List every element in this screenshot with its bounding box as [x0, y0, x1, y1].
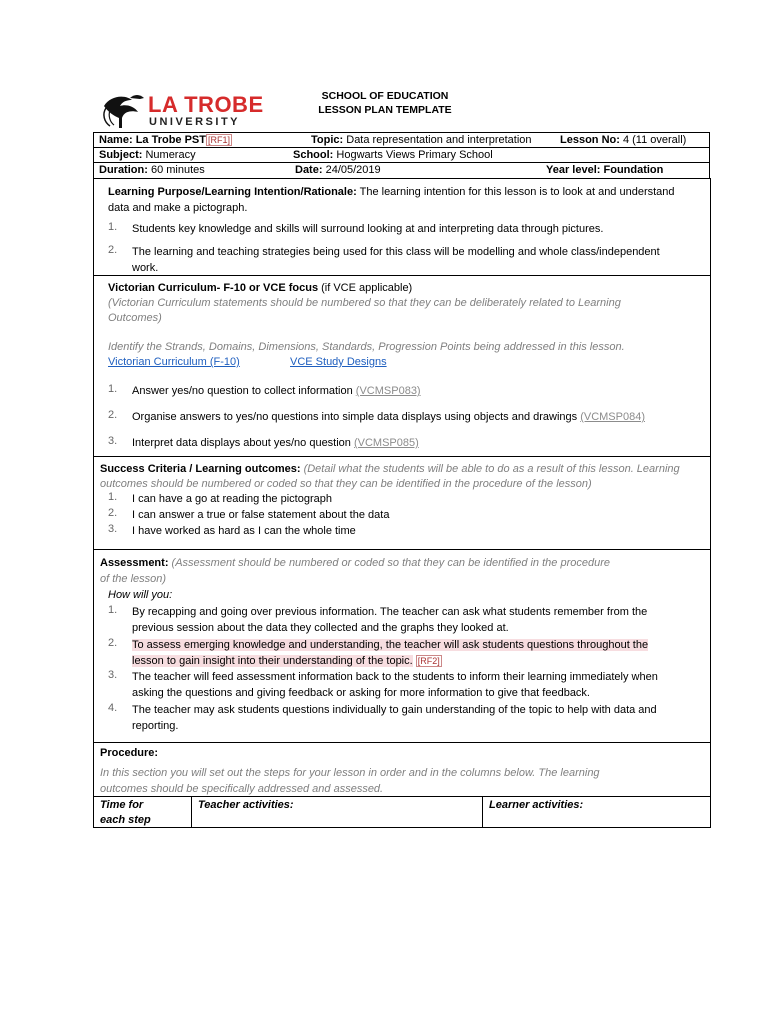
name-label: Name: [99, 134, 133, 146]
school-line-1: SCHOOL OF EDUCATION [321, 90, 449, 102]
info-row-2 [93, 147, 710, 163]
success-heading [100, 461, 702, 477]
date-label: Date: [295, 164, 323, 176]
list-number: 2. [108, 409, 118, 421]
procedure-note: outcomes should be specifically addressed and assessed. [100, 783, 384, 795]
list-item [132, 702, 702, 734]
subject-field [99, 148, 196, 163]
list-item-line: previous session about the data they collected and the graphs they looked at. [132, 622, 509, 634]
list-item: I have worked as hard as I can the whole time [132, 525, 356, 537]
lesson-label: Lesson No: [560, 134, 620, 146]
assessment-note: (Assessment should be numbered or coded so that they can be identified in the procedure [171, 557, 610, 569]
list-item-line: asking the questions and giving feedback or asking for more information to give that feedback. [132, 687, 590, 699]
lesson-field [560, 133, 686, 148]
year-field [546, 163, 663, 178]
school-label: School: [293, 149, 334, 161]
school-field [293, 148, 493, 163]
comment-marker[interactable]: [RF2] [417, 656, 440, 666]
assessment-section [93, 549, 711, 743]
purpose-text-cont: data and make a pictograph. [108, 202, 248, 214]
year-label: Year level: [546, 164, 601, 176]
teacher-column-header: Teacher activities: [192, 797, 483, 827]
list-number: 1. [108, 491, 118, 503]
duration-value: 60 minutes [150, 164, 205, 176]
curriculum-code-link[interactable]: (VCMSP083) [355, 385, 421, 397]
list-number: 3. [108, 523, 118, 535]
list-number: 2. [108, 244, 118, 256]
list-number: 1. [108, 383, 118, 395]
duration-field [99, 163, 205, 178]
curriculum-code-link[interactable]: (VCMSP085) [353, 437, 419, 449]
subject-value: Numeracy [145, 149, 196, 161]
success-section [93, 456, 711, 550]
procedure-label: Procedure: [100, 747, 159, 759]
info-row-1 [93, 132, 710, 148]
subject-label: Subject: [99, 149, 143, 161]
info-row-3 [93, 162, 710, 179]
highlighted-text: lesson to gain insight into their understanding of the topic. [132, 655, 413, 667]
list-item: Students key knowledge and skills will surround looking at and interpreting data through pictures. [132, 223, 604, 235]
list-item-text: Organise answers to yes/no questions into simple data displays using objects and drawings [132, 411, 578, 423]
list-number: 3. [108, 669, 118, 681]
success-note: (Detail what the students will be able to do as a result of this lesson. Learning [303, 463, 680, 475]
la-trobe-logo [100, 92, 265, 130]
procedure-table-header [93, 796, 711, 828]
victorian-curriculum-link[interactable]: Victorian Curriculum (F-10) [108, 356, 240, 368]
list-number: 4. [108, 702, 118, 714]
logo-text-main: LA TROBE [148, 92, 264, 117]
procedure-section [93, 742, 711, 797]
duration-label: Duration: [99, 164, 148, 176]
curriculum-note: Identify the Strands, Domains, Dimensions, Standards, Progression Points being addressed in this lesson. [108, 341, 625, 353]
curriculum-heading [108, 280, 702, 296]
topic-field [311, 133, 532, 148]
success-label: Success Criteria / Learning outcomes: [100, 463, 301, 475]
time-header-line: each step [100, 814, 151, 826]
topic-value: Data representation and interpretation [346, 134, 532, 146]
vce-study-designs-link[interactable]: VCE Study Designs [290, 356, 387, 368]
list-item: I can answer a true or false statement about the data [132, 509, 390, 521]
highlighted-text: To assess emerging knowledge and understanding, the teacher will ask students questions throughout the [132, 639, 649, 651]
assessment-label: Assessment: [100, 557, 169, 569]
date-field [295, 163, 381, 178]
purpose-section [93, 178, 711, 276]
purpose-label: Learning Purpose/Learning Intention/Rationale: [108, 186, 357, 198]
date-value: 24/05/2019 [325, 164, 381, 176]
procedure-note: In this section you will set out the steps for your lesson in order and in the columns below. The learning [100, 767, 600, 779]
lyrebird-icon [100, 92, 150, 132]
curriculum-note: (Victorian Curriculum statements should be numbered so that they can be deliberately related to Learning [108, 297, 621, 309]
list-item-text: Interpret data displays about yes/no question [132, 437, 351, 449]
curriculum-code-link[interactable]: (VCMSP084) [580, 411, 645, 423]
time-header-line: Time for [100, 799, 144, 811]
list-item [132, 669, 702, 701]
time-column-header [94, 797, 192, 827]
list-item-line: The teacher will feed assessment information back to the students to inform their learning immediately when [132, 671, 658, 683]
list-number: 1. [108, 604, 118, 616]
list-item [132, 409, 702, 425]
assessment-note: of the lesson) [100, 573, 167, 585]
assessment-heading [100, 555, 702, 571]
curriculum-note: Outcomes) [108, 312, 162, 324]
success-note: outcomes should be numbered or coded so that they can be identified in the procedure of the lesson) [100, 478, 592, 490]
name-value: La Trobe PST [135, 134, 206, 146]
list-item: I can have a go at reading the pictograph [132, 493, 332, 505]
topic-label: Topic: [311, 134, 344, 146]
list-item [132, 383, 702, 399]
list-item [132, 244, 702, 276]
purpose-text: The learning intention for this lesson is to look at and understand [359, 186, 675, 198]
list-number: 2. [108, 637, 118, 649]
curriculum-label: Victorian Curriculum- F-10 or VCE focus [108, 282, 319, 294]
assessment-how: How will you: [108, 589, 173, 601]
list-item [132, 435, 702, 451]
purpose-intro [108, 184, 702, 200]
name-field [99, 133, 232, 148]
school-title [300, 89, 470, 117]
school-value: Hogwarts Views Primary School [336, 149, 493, 161]
list-item-line: work. [132, 262, 159, 274]
list-item-highlighted [132, 637, 702, 669]
list-number: 1. [108, 221, 118, 233]
year-value: Foundation [603, 164, 664, 176]
logo-text-sub: UNIVERSITY [149, 116, 241, 128]
curriculum-label-suffix: (if VCE applicable) [321, 282, 413, 294]
list-item [132, 604, 702, 636]
list-item-line: The learning and teaching strategies being used for this class will be modelling and whole class/independent [132, 246, 660, 258]
learner-column-header: Learner activities: [489, 799, 584, 811]
list-number: 2. [108, 507, 118, 519]
school-line-2: LESSON PLAN TEMPLATE [318, 104, 452, 116]
curriculum-section [93, 275, 711, 457]
lesson-value: 4 (11 overall) [622, 134, 687, 146]
list-item-line: By recapping and going over previous information. The teacher can ask what students remember from the [132, 606, 648, 618]
list-item-text: Answer yes/no question to collect information [132, 385, 353, 397]
list-number: 3. [108, 435, 118, 447]
list-item-line: reporting. [132, 720, 179, 732]
list-item-line: The teacher may ask students questions individually to gain understanding of the topic to help with data and [132, 704, 657, 716]
comment-marker[interactable]: [RF1] [207, 135, 230, 145]
